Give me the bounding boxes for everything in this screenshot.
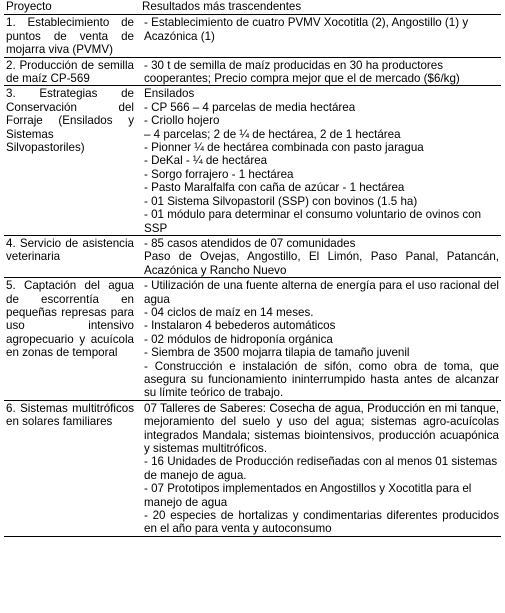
result-item: Paso de Ovejas, Angostillo, El Limón, Paso Panal, Patancán, Acazónica y Rancho Nuevo	[144, 250, 499, 277]
results-cell	[140, 86, 501, 235]
result-item: - Utilización de una fuente alterna de energía para el uso racional del agua	[144, 279, 499, 306]
results-cell	[140, 15, 501, 57]
result-item: Ensilados	[144, 87, 195, 101]
table-row	[4, 57, 501, 86]
table-row	[4, 86, 501, 235]
project-cell: 5. Captación del agua de escorrentía en pequeñas represas para uso intensivo agropecuario y acuícola en zonas de temporal	[4, 278, 140, 401]
result-item: - Instalaron 4 bebederos automáticos	[144, 319, 336, 333]
result-item: - DeKal - ¼ de hectárea	[144, 154, 268, 168]
result-item: - Siembra de 3500 mojarra tilapia de tamaño juvenil	[144, 346, 410, 360]
result-item: - 02 módulos de hidroponía orgánica	[144, 332, 333, 346]
results-table	[4, 0, 501, 537]
result-item: - Construcción e instalación de sifón, como obra de toma, que asegura su funcionamiento ininterrumpido hasta antes de alcanzar su límite teórico de trabajo.	[144, 359, 499, 400]
results-cell	[140, 278, 501, 401]
result-item: - 01 Sistema Silvopastoril (SSP) con bovinos (1.5 ha)	[144, 194, 418, 208]
project-cell: 4. Servicio de asistencia veterinaria	[4, 235, 140, 277]
project-cell: 2. Producción de semilla de maíz CP-569	[4, 57, 140, 86]
table-header-row	[4, 0, 501, 15]
result-item: - Criollo hojero	[144, 114, 220, 128]
result-item: 07 Talleres de Saberes: Cosecha de agua, Producción en mi tanque, mejoramiento del suelo y uso del agua; sistemas agro-acuícolas integrados Mandala; sistemas biointensivos, producción acuapónica y sistemas multitróficos.	[144, 401, 499, 455]
result-item: - Sorgo forrajero - 1 hectárea	[144, 167, 294, 181]
result-item: - 16 Unidades de Producción rediseñadas con al menos 01 sistemas de manejo de agua.	[144, 455, 498, 482]
table-row	[4, 400, 501, 536]
result-item: – 4 parcelas; 2 de ¼ de hectárea, 2 de 1 hectárea	[144, 127, 401, 141]
table-row	[4, 15, 501, 57]
result-item: - 01 módulo para determinar el consumo voluntario de ovinos con SSP	[144, 208, 482, 235]
project-cell: 1. Establecimiento de puntos de venta de mojarra viva (PVMV)	[4, 15, 140, 57]
results-cell	[140, 235, 501, 277]
result-item: - CP 566 – 4 parcelas de media hectárea	[144, 100, 356, 114]
result-item: - Establecimiento de cuatro PVMV Xocotitla (2), Angostillo (1) y Acazónica (1)	[144, 16, 469, 43]
results-cell	[140, 57, 501, 86]
results-cell	[140, 400, 501, 536]
project-cell: 6. Sistemas multitróficos en solares familiares	[4, 400, 140, 536]
result-item: - Pionner ¼ de hectárea combinada con pasto jaragua	[144, 141, 424, 155]
result-item: - 20 especies de hortalizas y condimentarias diferentes producidos en el año para venta y autoconsumo	[144, 509, 499, 536]
project-cell: 3. Estrategias de Conservación del Forraje (Ensilados y Sistemas Silvopastoriles)	[4, 86, 140, 235]
result-item: - 30 t de semilla de maíz producidas en 30 ha productores cooperantes; Precio compra mejor que el de mercado ($6/kg)	[144, 58, 460, 86]
header-results: Resultados más trascendentes	[140, 0, 501, 15]
result-item: - 07 Prototipos implementados en Angostillos y Xocotitla para el manejo de agua	[144, 482, 472, 509]
header-project: Proyecto	[4, 0, 140, 15]
result-item: - 85 casos atendidos de 07 comunidades	[144, 236, 356, 250]
result-item: - 04 ciclos de maíz en 14 meses.	[144, 305, 314, 319]
result-item: - Pasto Maralfalfa con caña de azúcar - 1 hectárea	[144, 181, 405, 195]
table-row	[4, 278, 501, 401]
table-row	[4, 235, 501, 277]
